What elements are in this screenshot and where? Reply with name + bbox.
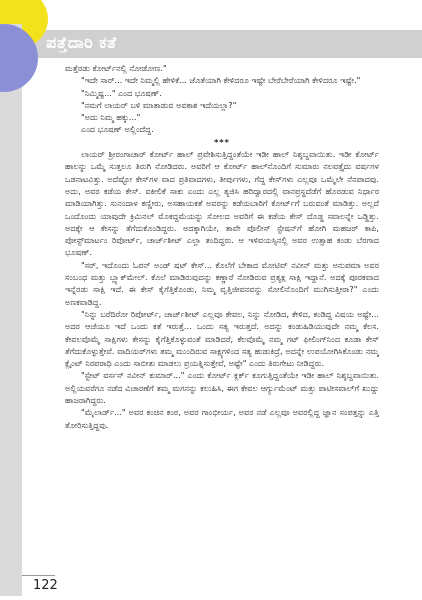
paragraph: "ಇದೇ ಸಾರ್... ಇದೇ ನಿಮ್ಮಲ್ಲಿ ಹೇಳಿಕೆ... ಜೊತೆಯಾಗಿ ಕೇಳಿದರೂ ಇಷ್ಟೇ ಬೇರೆಬೇರೆಯಾಗಿ ಕೇಳಿದರೂ ಇಷ್ಟೇ."	[81, 75, 361, 86]
folio-rule	[22, 575, 55, 576]
page-number: 122	[33, 578, 58, 593]
paragraph: ಎಂದ ಭೂಷಣ್ ಅಲ್ಲಿಂದೆದ್ದ.	[81, 124, 154, 135]
running-title: ಪತ್ತೆದಾರಿ ಕತೆ	[46, 33, 117, 52]
side-strip	[0, 24, 22, 596]
paragraph: ಲಾಯರ್ ಶ್ರೀರಂಗಾಚಾರ್ ಕೋರ್ಟ್ ಹಾಲ್ ಪ್ರವೇಶಿಸುತ್ತಿದ್ದಂತೆಯೇ ಇಡೀ ಹಾಲ್ ನಿಶ್ಶಬ್ದವಾಯಿತು. ಇಡೀ ಕೋರ್ಟ್ ಹಾಲನ್ನು ಒಮ್ಮೆ ಸುತ್ತಲೂ ತಿರುಗಿ ನೋಡಿದರು. ಅವರಿಗೆ ಆ ಕೋರ್ಟ್ ಹಾಲ್‌ನೊಂದಿಗೆ ಸುಮಾರು ನಲವತ್ತೈದು ವರ್ಷಗಳ ಒಡನಾಟವಿತ್ತು. ಅದೆಷ್ಟೋ ಕೇಸ್‌ಗಳ ವಾದ ಪ್ರತಿವಾದಗಳು, ತೀರ್ಪುಗಳು, ಗೆದ್ದ ಕೇಸ್‌ಗಳು ಎಲ್ಲವೂ ಒಮ್ಮೆಲೇ ನೆನಪಾದವು. ಅದು, ಅವರ ಕಡೆಯ ಕೇಸ್. ವಕೀಲಿಕೆ ಸಾಕು ಎಂದು ಎಲ್ಲ ತ್ಯಜಿಸಿ ಹರಿದ್ವಾರದಲ್ಲಿ ವಾನಪ್ರಸ್ಥದೆಡೆಗೆ ಹೊರಡುವ ನಿರ್ಧಾರ ಮಾಡಿಯಾಗಿತ್ತು. ಸುನಂದಾಳ ಕಣ್ಣೀರು, ಅಸಹಾಯಕತೆ ಅವರನ್ನು ಕಡೆಯಬಾರಿಗೆ ಕೋರ್ಟ್‌ಗೆ ಬರುವಂತೆ ಮಾಡಿತ್ತು. ಅಲ್ಲದೆ ಒಂದೊಂದು ಯಾವುದೇ ಕ್ರಿಮಿನಲ್ ಮೊಕದ್ದಮೆಯನ್ನು ಸೋಲದ ಅವರಿಗೆ ಈ ಕಡೆಯ ಕೇಸ್ ದೊಡ್ಡ ಸವಾಲನ್ನೇ ಒಡ್ಡಿತ್ತು. ಅದಕ್ಕೇ ಆ ಕೇಸನ್ನು ತೆಗೆದುಕೊಂಡಿದ್ದರು. ಅದಕ್ಕಾಗಿಯೇ, ತಾವೇ ಪೊಲೀಸ್ ಸ್ಟೇಷನ್‌ಗೆ ಹೋಗಿ ಮಹಜರ್ ಕಾಪಿ, ಪೋಸ್ಟ್‌ಮಾರ್ಟಂ ರಿಪೋರ್ಟ್, ಚಾರ್ಜ್‌ಶೀಟ್ ಎಲ್ಲಾ ತಂದಿದ್ದರು. ಆ ಇಳಿವಯಸ್ಸಿನಲ್ಲಿ ಅವರ ಉತ್ಸಾಹ ಕಂಡು ಬೆರಗಾದ ಭೂಷಣ್.	[65, 149, 379, 258]
paragraph: "ಸ್ಟೇಟ್ ವರ್ಸಸ್ ನವೀನ್ ಕುಮಾರ್..." ಎಂದು ಕೋರ್ಟ್ ಕ್ಲರ್ಕ್ ಕೂಗುತ್ತಿದ್ದಂತೆಯೇ ಇಡೀ ಹಾಲ್ ನಿಶ್ಶಬ್ದವಾಯಿತು. ಅಲ್ಲಿಯವರೆಗೂ ನಡೆದ ವಿಚಾರಣೆಗೆ ತಮ್ಮ ಮಗನನ್ನು ಕಲುಹಿಸಿ, ಈಗ ಕೇವಲ ಆರ್ಗ್ಯುಮೆಂಟ್ ಮತ್ತು ಪಾಟೀಸವಾಲ್‌ಗೆ ಖುದ್ದು ಹಾಜರಾಗಿದ್ದರು.	[65, 370, 379, 406]
paragraph: "ಅದು ನಿಮ್ಮ ಹಕ್ಕು..."	[81, 112, 141, 123]
paragraph: ಮತ್ತೆರಡು ಕೋರ್ಟ್‌ನಲ್ಲಿ ನೋಡೋಣ."	[65, 63, 167, 73]
paragraph: "ನಿಮ್ಮಿಷ್ಟ..." ಎಂದ ಭೂಷಣ್.	[81, 87, 162, 98]
paragraph: "ನಮಗೆ ಲಾಯರ್ ಬಳಿ ಮಾತಾಡುವ ಅವಕಾಶ ಇದೆಯಲ್ಲಾ?"	[81, 99, 237, 110]
paragraph: "ಮೈಲಾರ್ಡ್..." ಅವರ ಕಂಚಿನ ಕಂಠ, ಅವರ ಗಾಂಭೀರ್ಯ, ಅವರ ನಡೆ ಎಲ್ಲವೂ ಅವರಲ್ಲಿದ್ದ ಜ್ಞಾನ ಸಂಪತ್ತನ್ನು ಎತ್ತಿ ತೋರಿಸುತ್ತಿದ್ದವು.	[65, 407, 379, 430]
page-header	[0, 0, 422, 58]
paragraph: "ನಿನ್ನು ಬರೆದಿರೋ ರಿಪೋರ್ಟ್, ಚಾರ್ಜ್‌ಶೀಟ್ ಎಲ್ಲವೂ ಕೇವಲ, ನಿನ್ನು ನೋಡಿದ, ಕೇಳಿದ, ಕಂಡಿದ್ದ ವಿಷಯ ಅಷ್ಟೇ... ಅದರ ಆಚೆಯೂ ಇದೆ ಒಂದು ಕತೆ ಇರುತ್ತೆ... ಒಂದು ಸತ್ಯ ಇರುತ್ತದೆ. ಅದನ್ನು ಕಂಡುಹಿಡಿಯುವುದೇ ನಮ್ಮ ಕೆಲಸ. ಕೇವಲವೊಮ್ಮೆ ಸಾಕ್ಷಿಗಳು ಕೇಸನ್ನು ಕೈಗೆತ್ತಿಕೊಳ್ಳುವಂತೆ ಮಾಡಿದರೆ, ಕೆಲವೊಮ್ಮೆ ನಮ್ಮ ಗಟ್ ಫೀಲಿಂಗ್‌ನಿಂದ ಕೂಡಾ ಕೇಸ್ ತೆಗೆದುಕೊಳ್ಳುತ್ತೇವೆ. ವಾದಿಯರ್‌ಗಳು ತಮ್ಮ ಮುಂದಿರುವ ಸಾಕ್ಷ್ಯಗಳಿಂದ ಸತ್ಯ ಹುಡುಕಿದ್ರೆ, ಅದನ್ನೇ ಉಪಯೋಗಿಸಿಕೊಂಡು ನಮ್ಮ ಕ್ಲೈಂಟ್ ನಿರಪರಾಧಿ ಎಂದು ಸಾಬೀತು ಮಾಡಲು ಪ್ರಯತ್ನಿಸುತ್ತೇವೆ, ಅಷ್ಟೇ" ಎಂದು ತಿರುಗೇಟು ನೀಡಿದ್ದರು.	[65, 308, 379, 369]
section-separator: ***	[214, 136, 230, 147]
paragraph: "ಸರ್, ಇದೊಂದು ಓಪನ್ ಅಂಡ್ ಷಟ್ ಕೇಸ್... ಕೊಲೆಗೆ ಬೇಕಾದ ಮೋಟಿವ್ ನವೀನ್ ಮತ್ತು ಅನುಪಮಾ ಅವರ ಸಂಬಂಧ ಮತ್ತು ಬ್ಲ್ಯಾಕ್‌ಮೇಲ್. ಕೊಲೆ ಮಾಡಿರುವುದನ್ನು ಕಣ್ಣಾರೆ ನೋಡಿರುವ ಪ್ರತ್ಯಕ್ಷ ಸಾಕ್ಷಿ ಇದ್ದಾನೆ. ಅದಕ್ಕೆ ಪೂರಕವಾದ ಇನ್ನೆರಡು ಸಾಕ್ಷಿ ಇದೆ. ಈ ಕೇಸ್ ಕೈಗೆತ್ತಿಕೊಂಡು, ನಿಮ್ಮ ವೃತ್ತಿಜೀವನವನ್ನು ಸೋಲಿನೊಂದಿಗೆ ಮುಗಿಸುತ್ತೀರಾ?" ಎಂದು ಅಣಕವಾಡಿದ್ದ.	[65, 259, 379, 307]
page-content	[65, 62, 379, 572]
